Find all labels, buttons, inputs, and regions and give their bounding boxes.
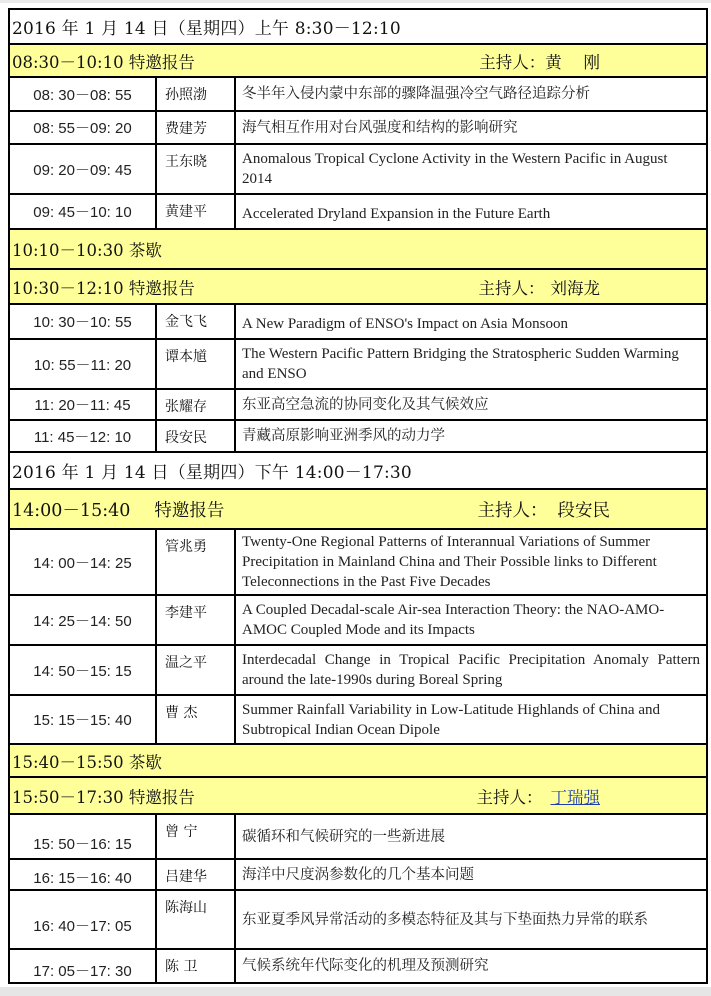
section-label: 特邀报告	[128, 787, 195, 807]
section-label: 特邀报告	[128, 52, 195, 72]
talk-speaker: 曾 宁	[156, 814, 235, 859]
talk-time: 10: 30－10: 55	[9, 304, 156, 339]
talk-time: 14: 00－14: 25	[9, 529, 156, 595]
talk-time: 15: 50－16: 15	[9, 814, 156, 859]
tea-break-row	[9, 229, 707, 269]
talk-row	[9, 77, 707, 111]
section-label: 特邀报告	[154, 500, 225, 521]
section-header	[9, 777, 707, 814]
talk-speaker: 陈海山	[156, 890, 235, 949]
host-label: 主持人：	[478, 278, 545, 298]
talk-title: Anomalous Tropical Cyclone Activity in the Western Pacific in August 2014	[235, 144, 707, 194]
break-label: 茶歇	[128, 752, 162, 772]
talk-speaker: 黄建平	[156, 194, 235, 229]
day-header-text: 2016 年 1 月 14 日（星期四）上午 8:30－12:10	[9, 9, 707, 44]
talk-title: 海气相互作用对台风强度和结构的影响研究	[235, 111, 707, 144]
talk-row	[9, 695, 707, 744]
talk-row	[9, 814, 707, 859]
talk-row	[9, 529, 707, 595]
talk-speaker: 谭本馗	[156, 339, 235, 389]
talk-title: 气候系统年代际变化的机理及预测研究	[235, 949, 707, 983]
talk-time: 14: 25－14: 50	[9, 595, 156, 645]
host-label: 主持人：	[477, 500, 548, 521]
talk-title: 冬半年入侵内蒙中东部的骤降温强冷空气路径追踪分析	[235, 77, 707, 111]
day-header-morning	[9, 9, 707, 44]
top-edge	[0, 0, 711, 3]
talk-speaker: 金飞飞	[156, 304, 235, 339]
talk-speaker: 张耀存	[156, 389, 235, 420]
host-name: 段安民	[557, 500, 610, 521]
talk-title: 东亚夏季风异常活动的多模态特征及其与下垫面热力异常的联系	[235, 890, 707, 949]
talk-speaker: 李建平	[156, 595, 235, 645]
talk-title: 青藏高原影响亚洲季风的动力学	[235, 420, 707, 452]
talk-row	[9, 890, 707, 949]
talk-row	[9, 420, 707, 452]
talk-row	[9, 595, 707, 645]
talk-speaker: 孙照渤	[156, 77, 235, 111]
talk-time: 10: 55－11: 20	[9, 339, 156, 389]
break-label: 茶歇	[128, 241, 162, 260]
section-time: 15:50－17:30	[12, 787, 124, 807]
talk-title: A New Paradigm of ENSO's Impact on Asia Monsoon	[235, 304, 707, 339]
section-time: 08:30－10:10	[12, 52, 124, 72]
talk-row	[9, 144, 707, 194]
talk-title: Twenty-One Regional Patterns of Interannual Variations of Summer Precipitation in Mainland China and Their Possible links to Different Teleconnections in the Past Five Decades	[235, 529, 707, 595]
talk-row	[9, 304, 707, 339]
section-time: 14:00－15:40	[12, 500, 131, 521]
talk-title: 碳循环和气候研究的一些新进展	[235, 814, 707, 859]
talk-speaker: 管兆勇	[156, 529, 235, 595]
tea-break-row	[9, 744, 707, 777]
talk-row	[9, 111, 707, 144]
talk-time: 15: 15－15: 40	[9, 695, 156, 744]
talk-title: A Coupled Decadal-scale Air-sea Interaction Theory: the NAO-AMO-AMOC Coupled Mode and its Impacts	[235, 595, 707, 645]
talk-time: 09: 45－10: 10	[9, 194, 156, 229]
talk-row	[9, 389, 707, 420]
talk-time: 16: 15－16: 40	[9, 859, 156, 890]
schedule-table	[8, 8, 708, 984]
talk-time: 11: 20－11: 45	[9, 389, 156, 420]
talk-row	[9, 645, 707, 695]
talk-title: Interdecadal Change in Tropical Pacific Precipitation Anomaly Pattern around the late-1990s during Boreal Spring	[235, 645, 707, 695]
section-label: 特邀报告	[128, 278, 195, 298]
talk-row	[9, 339, 707, 389]
talk-title: 东亚高空急流的协同变化及其气候效应	[235, 389, 707, 420]
talk-title: The Western Pacific Pattern Bridging the Stratospheric Sudden Warming and ENSO	[235, 339, 707, 389]
talk-time: 14: 50－15: 15	[9, 645, 156, 695]
break-time: 10:10－10:30	[12, 241, 124, 260]
host-name: 黄 刚	[545, 52, 600, 72]
talk-row	[9, 194, 707, 229]
talk-row	[9, 949, 707, 983]
talk-speaker: 温之平	[156, 645, 235, 695]
talk-time: 09: 20－09: 45	[9, 144, 156, 194]
talk-time: 16: 40－17: 05	[9, 890, 156, 949]
talk-title: 海洋中尺度涡参数化的几个基本问题	[235, 859, 707, 890]
talk-speaker: 段安民	[156, 420, 235, 452]
talk-speaker: 吕建华	[156, 859, 235, 890]
talk-speaker: 陈 卫	[156, 949, 235, 983]
day-header-text: 2016 年 1 月 14 日（星期四）下午 14:00－17:30	[9, 452, 707, 489]
talk-title: Summer Rainfall Variability in Low-Latitude Highlands of China and Subtropical Indian Ocean Dipole	[235, 695, 707, 744]
talk-time: 08: 30－08: 55	[9, 77, 156, 111]
talk-time: 11: 45－12: 10	[9, 420, 156, 452]
section-header	[9, 269, 707, 304]
talk-title: Accelerated Dryland Expansion in the Future Earth	[235, 194, 707, 229]
host-name: 刘海龙	[550, 278, 600, 298]
section-header	[9, 489, 707, 529]
bottom-edge	[0, 987, 711, 996]
talk-time: 08: 55－09: 20	[9, 111, 156, 144]
talk-speaker: 费建芳	[156, 111, 235, 144]
section-time: 10:30－12:10	[12, 278, 124, 298]
talk-speaker: 王东晓	[156, 144, 235, 194]
day-header-afternoon	[9, 452, 707, 489]
host-label: 主持人：	[479, 52, 546, 72]
talk-speaker: 曹 杰	[156, 695, 235, 744]
talk-time: 17: 05－17: 30	[9, 949, 156, 983]
break-time: 15:40－15:50	[12, 752, 124, 772]
talk-row	[9, 859, 707, 890]
host-label: 主持人：	[476, 787, 543, 807]
section-header	[9, 44, 707, 77]
host-name-link[interactable]: 丁瑞强	[550, 787, 600, 807]
